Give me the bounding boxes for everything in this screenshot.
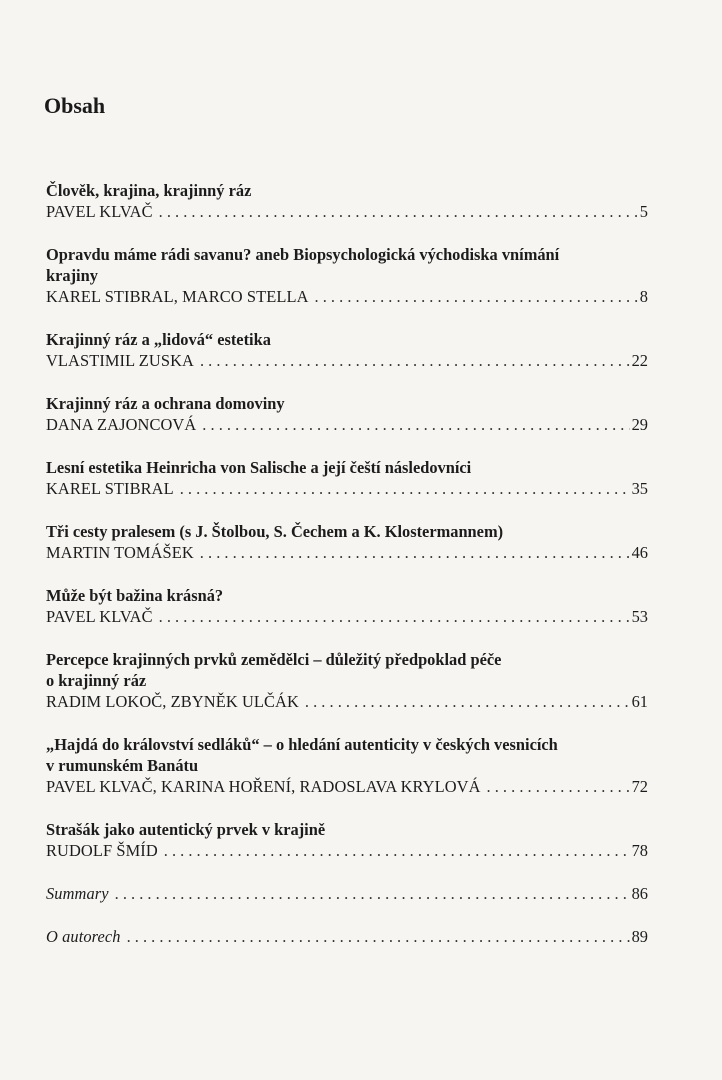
entry-author: MARTIN TOMÁŠEK [46, 543, 194, 562]
toc-entry[interactable] [46, 457, 648, 499]
page-title: Obsah [44, 93, 106, 118]
entry-byline [46, 286, 648, 307]
toc-entry[interactable] [46, 521, 648, 563]
entry-title: Strašák jako autentický prvek v krajině [46, 820, 326, 839]
entry-page-number: 8 [639, 287, 648, 306]
entry-page-number: 35 [631, 479, 648, 498]
entry-title: Tři cesty pralesem (s J. Štolbou, S. Čechem a K. Klostermannem) [46, 522, 504, 541]
entry-page-number: 5 [639, 202, 648, 221]
toc-entry[interactable] [46, 329, 648, 371]
entry-label: Summary [46, 884, 109, 903]
entry-author: RADIM LOKOČ, ZBYNĚK ULČÁK [46, 692, 299, 711]
entry-author: RUDOLF ŠMÍD [46, 841, 158, 860]
dot-leader [202, 414, 629, 435]
toc-entry-authors[interactable] [46, 926, 648, 947]
entry-page-number: 53 [631, 607, 648, 626]
entry-title: Krajinný ráz a ochrana domoviny [46, 394, 285, 413]
entry-byline [46, 926, 648, 947]
entry-byline [46, 478, 648, 499]
dot-leader [200, 542, 630, 563]
dot-leader [164, 840, 630, 861]
dot-leader [315, 286, 638, 307]
entry-author: PAVEL KLVAČ, KARINA HOŘENÍ, RADOSLAVA KRYLOVÁ [46, 777, 481, 796]
dot-leader [127, 926, 630, 947]
entry-title: Člověk, krajina, krajinný ráz [46, 181, 252, 200]
entry-page-number: 78 [631, 841, 648, 860]
toc-entry[interactable] [46, 180, 648, 222]
entry-page-number: 46 [631, 543, 648, 562]
entry-byline [46, 691, 648, 712]
entry-author: KAREL STIBRAL, MARCO STELLA [46, 287, 309, 306]
dot-leader [159, 606, 630, 627]
toc-entry[interactable] [46, 393, 648, 435]
entry-byline [46, 542, 648, 563]
entry-page-number: 61 [631, 692, 648, 711]
entry-page-number: 86 [631, 884, 648, 903]
entry-title-continuation: krajiny [46, 266, 98, 285]
dot-leader [159, 201, 638, 222]
entry-author: PAVEL KLVAČ [46, 202, 153, 221]
dot-leader [200, 350, 630, 371]
entry-title: Krajinný ráz a „lidová“ estetika [46, 330, 271, 349]
toc-entry[interactable] [46, 585, 648, 627]
toc-entry[interactable] [46, 649, 648, 712]
entry-byline [46, 840, 648, 861]
entry-byline [46, 350, 648, 371]
dot-leader [180, 478, 630, 499]
toc-entry-summary[interactable] [46, 883, 648, 904]
entry-page-number: 72 [631, 777, 648, 796]
dot-leader [305, 691, 630, 712]
entry-author: VLASTIMIL ZUSKA [46, 351, 194, 370]
entry-byline [46, 606, 648, 627]
entry-author: KAREL STIBRAL [46, 479, 174, 498]
entry-title-continuation: o krajinný ráz [46, 671, 147, 690]
entry-title: Může být bažina krásná? [46, 586, 224, 605]
entry-page-number: 89 [631, 927, 648, 946]
entry-byline [46, 201, 648, 222]
entry-byline [46, 776, 648, 797]
entry-author: DANA ZAJONCOVÁ [46, 415, 197, 434]
entry-label: O autorech [46, 927, 121, 946]
toc-entry[interactable] [46, 819, 648, 861]
entry-title-continuation: v rumunském Banátu [46, 756, 199, 775]
entry-title: „Hajdá do království sedláků“ – o hledání autenticity v českých vesnicích [46, 735, 558, 754]
toc-entry[interactable] [46, 734, 648, 797]
entry-page-number: 29 [631, 415, 648, 434]
entry-title: Percepce krajinných prvků zemědělci – důležitý předpoklad péče [46, 650, 502, 669]
entry-byline [46, 883, 648, 904]
toc-entry[interactable] [46, 244, 648, 307]
entry-title: Lesní estetika Heinricha von Salische a její čeští následovníci [46, 458, 472, 477]
table-of-contents [46, 180, 648, 969]
entry-author: PAVEL KLVAČ [46, 607, 153, 626]
entry-title: Opravdu máme rádi savanu? aneb Biopsychologická východiska vnímání [46, 245, 560, 264]
dot-leader [115, 883, 630, 904]
dot-leader [487, 776, 630, 797]
entry-byline [46, 414, 648, 435]
entry-page-number: 22 [631, 351, 648, 370]
